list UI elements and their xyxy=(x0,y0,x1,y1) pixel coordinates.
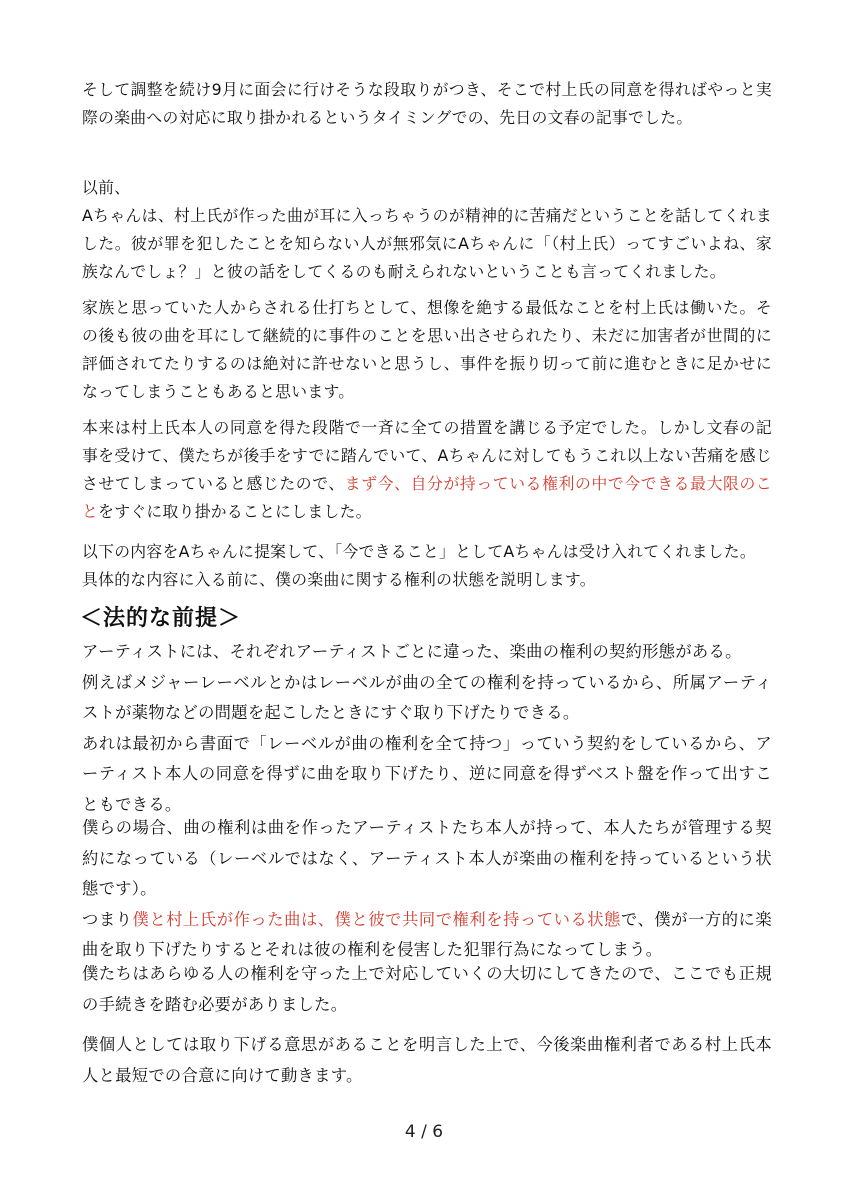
paragraph-line: アーティストには、それぞれアーティストごとに違った、楽曲の権利の契約形態がある。 xyxy=(82,642,742,661)
paragraph-line: 以前、 xyxy=(82,178,131,197)
highlighted-text: まず今、自分が持っている権利の中で今できる最大限のこと xyxy=(82,474,772,521)
section-heading-legal-premise: ＜法的な前提＞ xyxy=(80,606,242,631)
paragraph-proposal xyxy=(82,538,772,594)
page-number: 4 / 6 xyxy=(404,1122,444,1142)
text-segment: をすぐに取り掛かることにしました。 xyxy=(98,502,372,521)
text-segment: 本来は村上氏本人の同意を得た段階で一斉に全ての措置を講じる予定でした。しかし文春の記事を受けて、僕たちが後手をすでに踏んでいて、Aちゃんに対してもうこれ以上ない苦痛を感じさせてしまっていると感じたので、 xyxy=(82,418,772,493)
paragraph-previous-conversation xyxy=(82,174,772,286)
paragraph-joint-rights xyxy=(82,813,772,966)
text-segment: つまり xyxy=(82,909,133,929)
paragraph-line: 僕らの場合、曲の権利は曲を作ったアーティストたち本人が持って、本人たちが管理する契約になっている（レーベルではなく、アーティスト本人が楽曲の権利を持っているという状態です）。 xyxy=(82,818,772,898)
paragraph-immediate-action xyxy=(82,414,772,526)
highlighted-text: 僕と村上氏が作った曲は、僕と彼で共同で権利を持っている状態 xyxy=(132,909,621,929)
paragraph-due-process: 僕たちはあらゆる人の権利を守った上で対応していくの大切にしてきたので、ここでも正規の手続きを踏む必要がありました。 xyxy=(82,964,772,1014)
paragraph-line: 例えばメジャーレーベルとかはレーベルが曲の全ての権利を持っているから、所属アーティストが薬物などの問題を起こしたときにすぐ取り下げたりできる。 xyxy=(82,672,772,722)
text-segment: で、僕が一方的に楽曲を取り下げたりするとそれは彼の権利を侵害した犯罪行為になってしまう。 xyxy=(82,909,772,959)
paragraph-line: あれは最初から書面で「レーベルが曲の権利を全て持つ」っていう契約をしているから、アーティスト本人の同意を得ずに曲を取り下げたり、逆に同意を得ずベスト盤を作って出すこともできる。 xyxy=(82,733,772,814)
paragraph-line: Aちゃんは、村上氏が作った曲が耳に入っちゃうのが精神的に苦痛だということを話してくれました。彼が罪を犯したことを知らない人が無邪気にAちゃんに「（村上氏）ってすごいよね、家族なんでしょ？」と彼の話をしてくるのも耐えられないということも言ってくれました。 xyxy=(82,206,772,281)
paragraph-meeting-schedule: そして調整を続け9月に面会に行けそうな段取りがつき、そこで村上氏の同意を得ればやっと実際の楽曲への対応に取り掛かれるというタイミングでの、先日の文春の記事でした。 xyxy=(82,80,772,127)
paragraph-label-contracts xyxy=(82,637,772,820)
paragraph-line xyxy=(82,905,772,966)
paragraph-line: 以下の内容をAちゃんに提案して、「今できること」としてAちゃんは受け入れてくれました。 xyxy=(82,542,756,561)
paragraph-harm-description: 家族と思っていた人からされる仕打ちとして、想像を絶する最低なことを村上氏は働いた。その後も彼の曲を耳にして継続的に事件のことを思い出させられたり、未だに加害者が世間的に評価されてたりするのは絶対に許せないと思うし、事件を振り切って前に進むときに足かせになってしまうこともあると思います。 xyxy=(82,298,772,401)
paragraph-line: 具体的な内容に入る前に、僕の楽曲に関する権利の状態を説明します。 xyxy=(82,570,596,589)
paragraph-withdrawal-intent: 僕個人としては取り下げる意思があることを明言した上で、今後楽曲権利者である村上氏本人と最短での合意に向けて動きます。 xyxy=(82,1035,772,1085)
